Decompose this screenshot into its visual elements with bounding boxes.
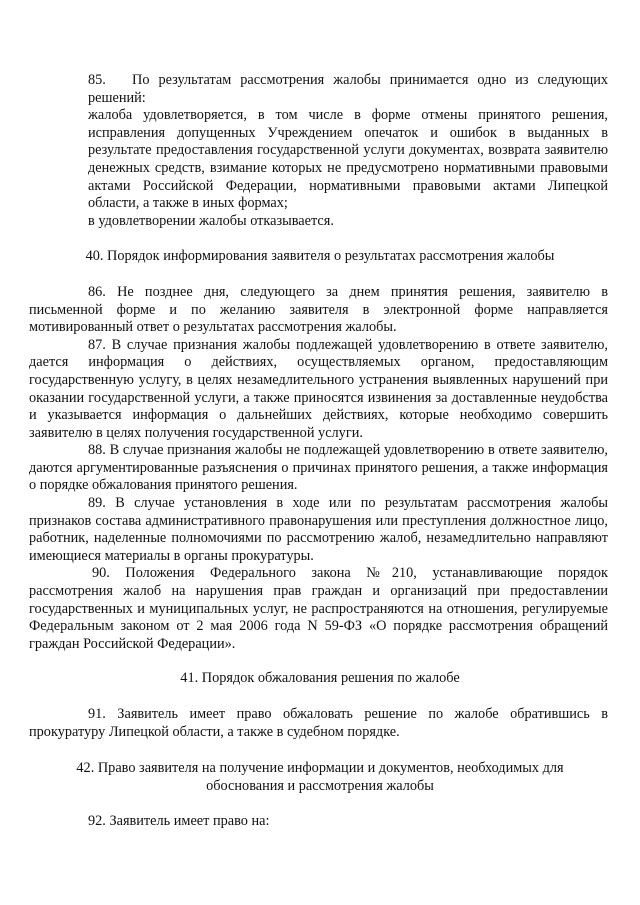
paragraph-87: 87. В случае признания жалобы подлежащей удовлетворению в ответе заявителю, дается информация о действиях, осуществляемых органом, предоставляющим государственную услугу, в целях незамедлительного устранения выявленных нарушений при оказании государственной услуги, а также приносятся извинения за доставленные неудобства и указывается информация о дальнейших действиях, которые необходимо совершить заявителю в целях получения государственной услуги. [29,336,608,441]
paragraph-85 [88,72,608,107]
section-heading-42-line2: обоснования и рассмотрения жалобы [206,777,434,794]
section-heading-42 [32,760,608,795]
paragraph-85-option-satisfied-text: жалоба удовлетворяется, в том числе в форме отмены принятого решения, исправления допущенных Учреждением опечаток и ошибок в выданных в результате предоставления государственной услуги документах, возврата заявителю денежных средств, взимание которых не предусмотрено нормативными правовыми актами Российской Федерации, нормативными правовыми актами Липецкой области, а также в иных формах; [88,107,608,212]
paragraph-86: 86. Не позднее дня, следующего за днем принятия решения, заявителю в письменной форме и по желанию заявителя в электронной форме направляется мотивированный ответ о результатах рассмотрения жалобы. [29,283,608,336]
paragraph-85-option-refused-text: в удовлетворении жалобы отказывается. [88,212,334,229]
paragraph-85-text: По результатам рассмотрения жалобы принимается одно из следующих решений: [88,72,608,106]
section-heading-42-line1: 42. Право заявителя на получение информации и документов, необходимых для [76,760,564,777]
paragraph-88: 88. В случае признания жалобы не подлежащей удовлетворению в ответе заявителю, даются аргументированные разъяснения о причинах принятого решения, а также информация о порядке обжалования принятого решения. [29,442,608,494]
paragraph-85-option-satisfied [29,107,608,213]
paragraph-92: 92. Заявитель имеет право на: [88,813,270,830]
paragraph-91: 91. Заявитель имеет право обжаловать решение по жалобе обратившись в прокуратуру Липецкой области, а также в судебном порядке. [29,706,608,740]
section-heading-40: 40. Порядок информирования заявителя о результатах рассмотрения жалобы [85,248,555,265]
paragraph-85-option-refused [29,213,608,231]
paragraph-85-number: 85. [88,72,106,88]
section-heading-41: 41. Порядок обжалования решения по жалобе [180,670,460,687]
paragraph-89: 89. В случае установления в ходе или по результатам рассмотрения жалобы признаков состава административного правонарушения или преступления должностное лицо, работник, наделенные полномочиями по рассмотрению жалоб, незамедлительно направляют имеющиеся материалы в органы прокуратуры. [29,495,608,564]
paragraph-90: 90. Положения Федерального закона №210, устанавливающие порядок рассмотрения жалоб на нарушения прав граждан и организаций при предоставлении государственных и муниципальных услуг, не распространяются на отношения, регулируемые Федеральным законом от 2 мая 2006 года N 59-ФЗ «О порядке рассмотрения обращений граждан Российской Федерации». [29,565,608,652]
